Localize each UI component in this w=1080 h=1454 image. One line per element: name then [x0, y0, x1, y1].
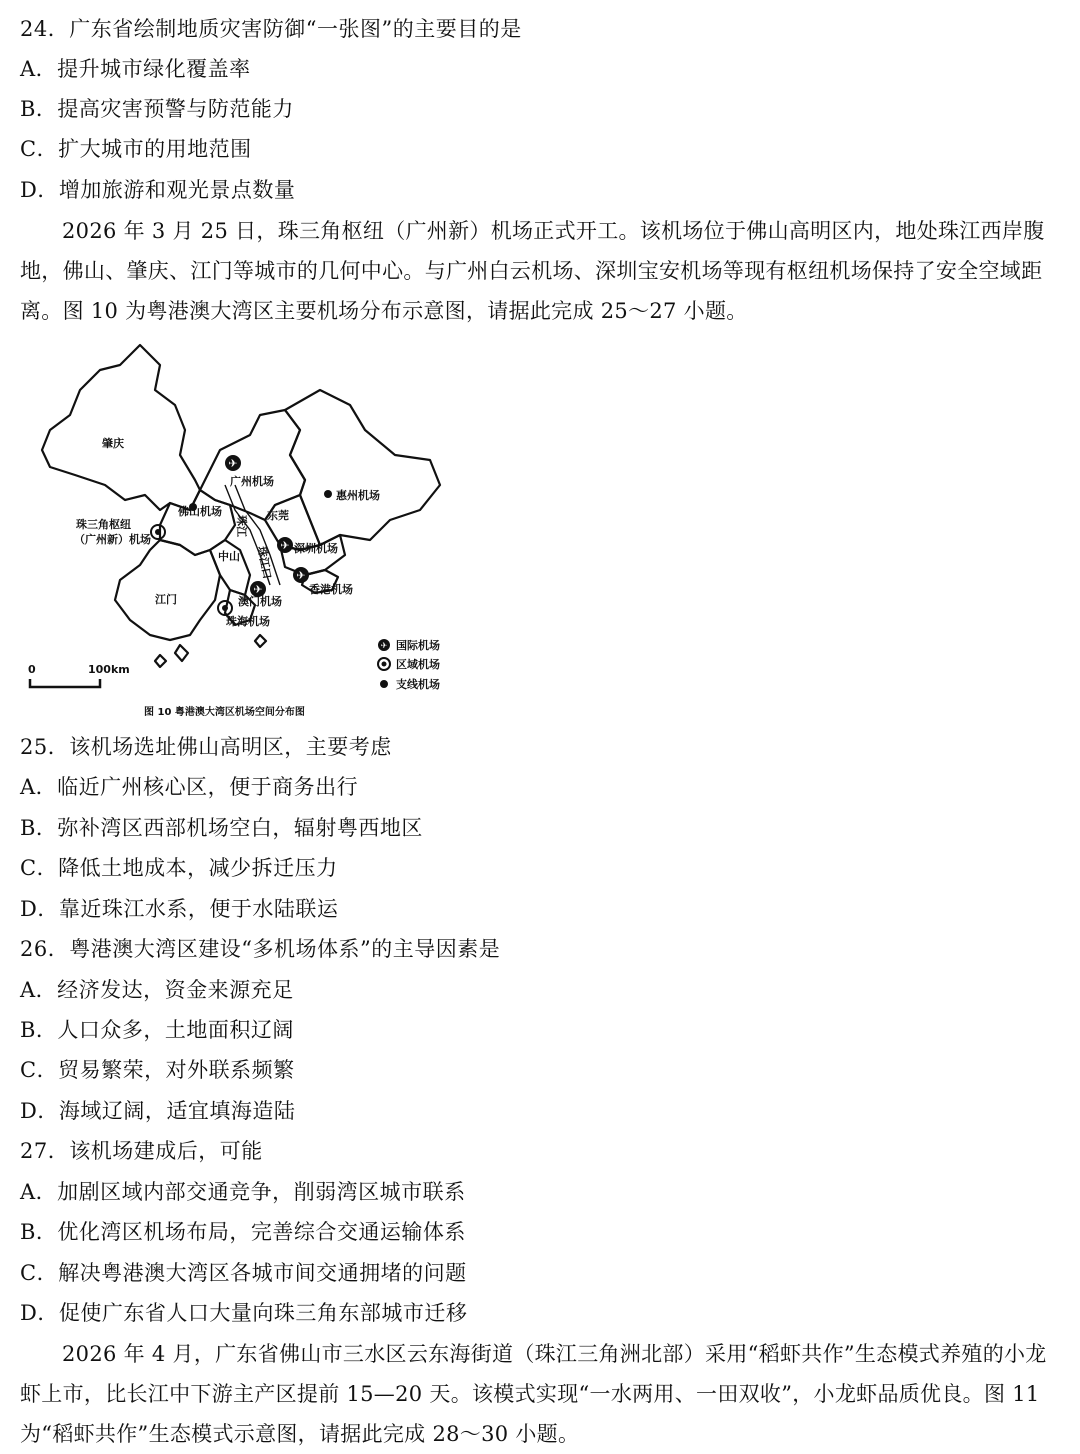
label-zhujiangkou: 珠江口	[255, 545, 274, 581]
q25-stem: 25．该机场选址佛山高明区，主要考虑	[20, 735, 392, 759]
intro-paragraph-airport: 2026 年 3 月 25 日，珠三角枢纽（广州新）机场正式开工。该机场位于佛山高明区内，地处珠江西岸腹地，佛山、肇庆、江门等城市的几何中心。与广州白云机场、深圳宝安机场等现有枢纽机场保持了安全空域距离。图 10 为粤港澳大湾区主要机场分布示意图，请据此完成 25～27 小题。	[20, 219, 1045, 323]
svg-text:✈: ✈	[228, 457, 238, 470]
q25-option-a: A．临近广州核心区，便于商务出行	[20, 775, 359, 799]
q27-option-a: A．加剧区域内部交通竞争，削弱湾区城市联系	[20, 1180, 466, 1204]
label-shenzhen-airport: 深圳机场	[294, 542, 338, 555]
label-xinjichang-line1: 珠三角枢纽	[76, 518, 131, 531]
international-airport-icon	[293, 567, 309, 583]
label-guangzhou-airport: 广州机场	[230, 475, 274, 488]
q24-option-a: A．提升城市绿化覆盖率	[20, 57, 251, 81]
q26-option-a: A．经济发达，资金来源充足	[20, 978, 294, 1002]
q24-option-c: C．扩大城市的用地范围	[20, 137, 252, 161]
regional-airport-icon	[151, 525, 165, 539]
label-zhuhai-airport: 珠海机场	[226, 615, 270, 628]
scale-end: 100km	[88, 663, 130, 676]
q25-option-d: D．靠近珠江水系，便于水陆联运	[20, 897, 339, 921]
guangzhou-region	[200, 410, 305, 520]
q27-stem: 27．该机场建成后，可能	[20, 1139, 263, 1163]
q25-option-b: B．弥补湾区西部机场空白，辐射粤西地区	[20, 816, 423, 840]
label-jiangmen: 江门	[155, 593, 177, 606]
q26-option-c: C．贸易繁荣，对外联系频繁	[20, 1058, 295, 1082]
q27-option-c: C．解决粤港澳大湾区各城市间交通拥堵的问题	[20, 1261, 467, 1285]
label-macau-airport: 澳门机场	[238, 595, 282, 608]
legend-international: 国际机场	[396, 639, 440, 652]
intro-paragraph-crayfish: 2026 年 4 月，广东省佛山市三水区云东海街道（珠江三角洲北部）采用“稻虾共作”生态模式养殖的小龙虾上市，比长江中下游主产区提前 15—20 天。该模式实现“一水两用、一田双收”，小龙虾品质优良。图 11 为“稻虾共作”生态模式示意图，请据此完成 28～30 小题。	[20, 1342, 1047, 1446]
label-foshan-airport: 佛山机场	[178, 505, 222, 518]
scale-start: 0	[28, 663, 36, 676]
international-airport-icon	[225, 455, 241, 471]
scale-bar	[28, 663, 130, 687]
q26-stem: 26．粤港澳大湾区建设“多机场体系”的主导因素是	[20, 937, 501, 961]
q26-option-d: D．海域辽阔，适宜填海造陆	[20, 1099, 296, 1123]
feeder-airport-icon	[324, 490, 332, 498]
international-airport-icon	[277, 537, 293, 553]
svg-text:✈: ✈	[253, 583, 263, 596]
q24-stem: 24．广东省绘制地质灾害防御“一张图”的主要目的是	[20, 17, 522, 41]
q27-option-d: D．促使广东省人口大量向珠三角东部城市迁移	[20, 1301, 468, 1325]
label-huizhou-airport: 惠州机场	[336, 489, 380, 502]
huizhou-region	[285, 390, 440, 545]
legend-feeder: 支线机场	[396, 678, 440, 691]
q24-option-d: D．增加旅游和观光景点数量	[20, 178, 296, 202]
label-zhujiang: 珠江	[235, 515, 248, 537]
label-hongkong-airport: 香港机场	[309, 583, 353, 596]
svg-text:✈: ✈	[280, 539, 290, 552]
map-caption: 图 10 粤港澳大湾区机场空间分布图	[144, 707, 305, 718]
airport-distribution-map	[20, 335, 460, 725]
foshan-region	[160, 490, 235, 555]
label-xinjichang-line2: （广州新）机场	[74, 533, 151, 546]
q26-option-b: B．人口众多，土地面积辽阔	[20, 1018, 294, 1042]
svg-text:✈: ✈	[296, 569, 306, 582]
label-dongguan: 东莞	[267, 509, 289, 522]
svg-text:✈: ✈	[380, 641, 388, 650]
label-zhongshan: 中山	[218, 550, 240, 563]
map-legend	[378, 638, 440, 691]
jiangmen-region	[115, 540, 220, 640]
zhaoqing-region	[42, 345, 200, 510]
q25-option-c: C．降低土地成本，减少拆迁压力	[20, 856, 338, 880]
q24-option-b: B．提高灾害预警与防范能力	[20, 97, 294, 121]
label-zhaoqing: 肇庆	[102, 437, 124, 450]
q27-option-b: B．优化湾区机场布局，完善综合交通运输体系	[20, 1220, 466, 1244]
legend-regional: 区域机场	[396, 658, 440, 671]
